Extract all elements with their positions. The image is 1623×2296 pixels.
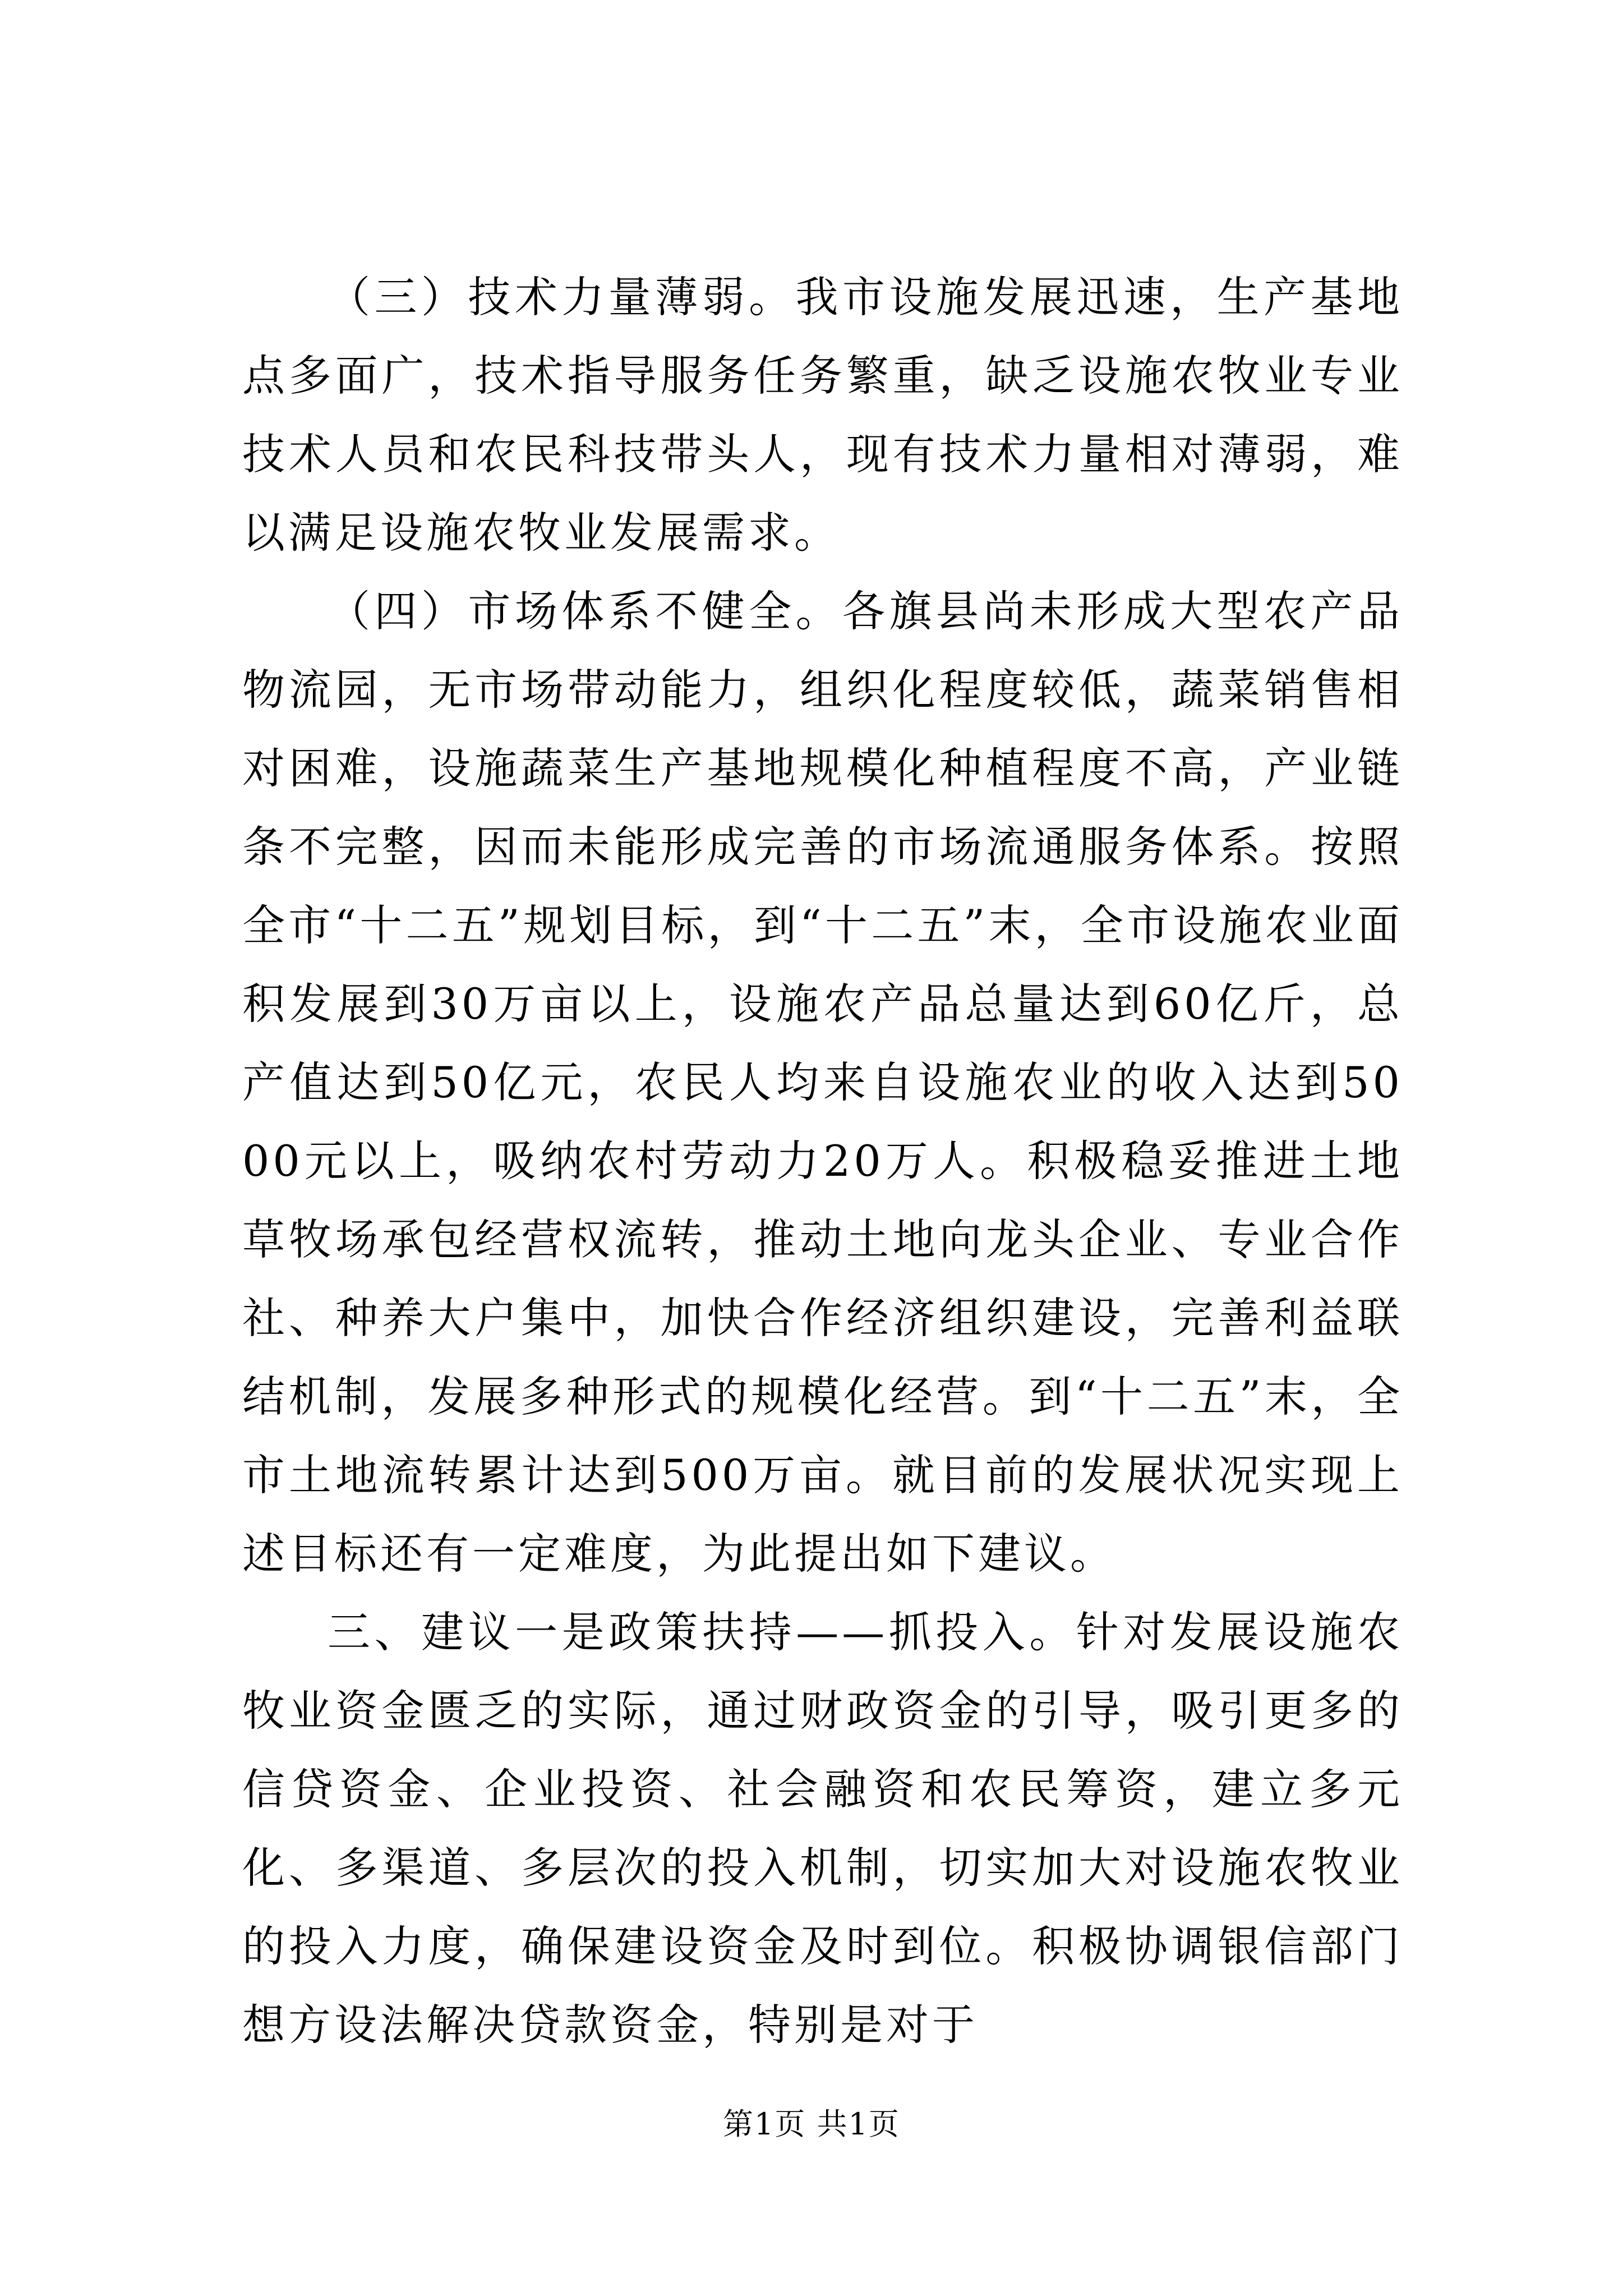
paragraph-suggestions: 三、建议一是政策扶持——抓投入。针对发展设施农牧业资金匮乏的实际，通过财政资金的引导，吸引更多的信贷资金、企业投资、社会融资和农民筹资，建立多元化、多渠道、多层次的投入机制，切实加大对设施农牧业的投入力度，确保建设资金及时到位。积极协调银信部门想方设法解决贷款资金，特别是对于 <box>242 1607 1403 2050</box>
page-footer: 第1页 共1页 <box>723 2106 900 2142</box>
document-body <box>242 258 1403 2064</box>
paragraph-market-system: （四）市场体系不健全。各旗县尚未形成大型农产品物流园，无市场带动能力，组织化程度较低，蔬菜销售相对困难，设施蔬菜生产基地规模化种植程度不高，产业链条不完整，因而未能形成完善的市场流通服务体系。按照全市“十二五”规划目标，到“十二五”末，全市设施农业面积发展到30万亩以上，设施农产品总量达到60亿斤，总产值达到50亿元，农民人均来自设施农业的收入达到5000元以上，吸纳农村劳动力20万人。积极稳妥推进土地草牧场承包经营权流转，推动土地向龙头企业、专业合作社、种养大户集中，加快合作经济组织建设，完善利益联结机制，发展多种形式的规模化经营。到“十二五”末，全市土地流转累计达到500万亩。就目前的发展状况实现上述目标还有一定难度，为此提出如下建议。 <box>242 586 1403 1579</box>
paragraph-technical-strength: （三）技术力量薄弱。我市设施发展迅速，生产基地点多面广，技术指导服务任务繁重，缺乏设施农牧业专业技术人员和农民科技带头人，现有技术力量相对薄弱，难以满足设施农牧业发展需求。 <box>242 272 1403 558</box>
